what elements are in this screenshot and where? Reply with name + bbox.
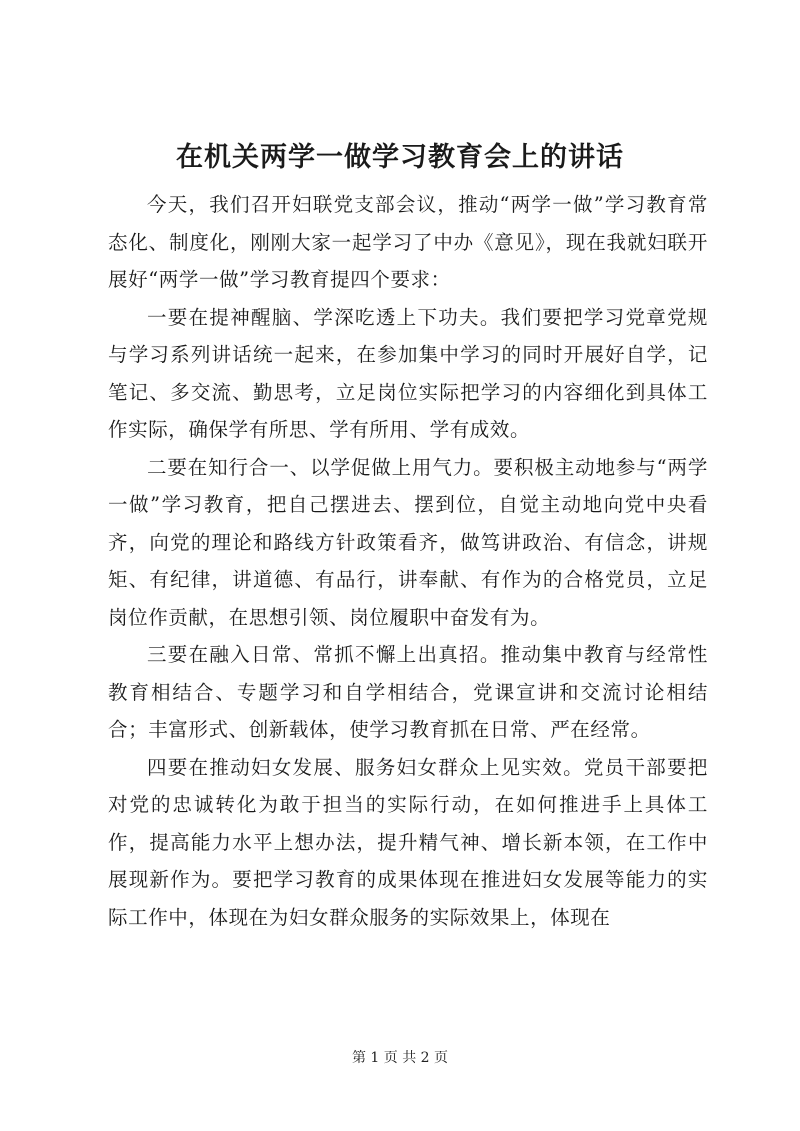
paragraph-requirement-3: 三要在融入日常、常抓不懈上出真招。推动集中教育与经常性教育相结合、专题学习和自学相结合，党课宣讲和交流讨论相结合；丰富形式、创新载体，使学习教育抓在日常、严在经常。 [108,643,708,741]
paragraph-intro: 今天，我们召开妇联党支部会议，推动“两学一做”学习教育常态化、制度化，刚刚大家一起学习了中办《意见》，现在我就妇联开展好“两学一做”学习教育提四个要求： [108,193,708,291]
paragraph-requirement-4: 四要在推动妇女发展、服务妇女群众上见实效。党员干部要把对党的忠诚转化为敢于担当的实际行动，在如何推进手上具体工作，提高能力水平上想办法，提升精气神、增长新本领，在工作中展现新作为。要把学习教育的成果体现在推进妇女发展等能力的实际工作中，体现在为妇女群众服务的实际效果上，体现在 [108,755,708,929]
paragraph-requirement-2: 二要在知行合一、以学促做上用气力。要积极主动地参与“两学一做”学习教育，把自己摆进去、摆到位，自觉主动地向党中央看齐，向党的理论和路线方针政策看齐，做笃讲政治、有信念，讲规矩、有纪律，讲道德、有品行，讲奉献、有作为的合格党员，立足岗位作贡献，在思想引领、岗位履职中奋发有为。 [108,455,708,629]
paragraph-requirement-1: 一要在提神醒脑、学深吃透上下功夫。我们要把学习党章党规与学习系列讲话统一起来，在参加集中学习的同时开展好自学，记笔记、多交流、勤思考，立足岗位实际把学习的内容细化到具体工作实际，确保学有所思、学有所用、学有成效。 [108,305,708,441]
document-body [108,186,708,936]
page-number-footer: 第 1 页 共 2 页 [351,1050,449,1066]
page-title: 在机关两学一做学习教育会上的讲话 [176,142,624,173]
